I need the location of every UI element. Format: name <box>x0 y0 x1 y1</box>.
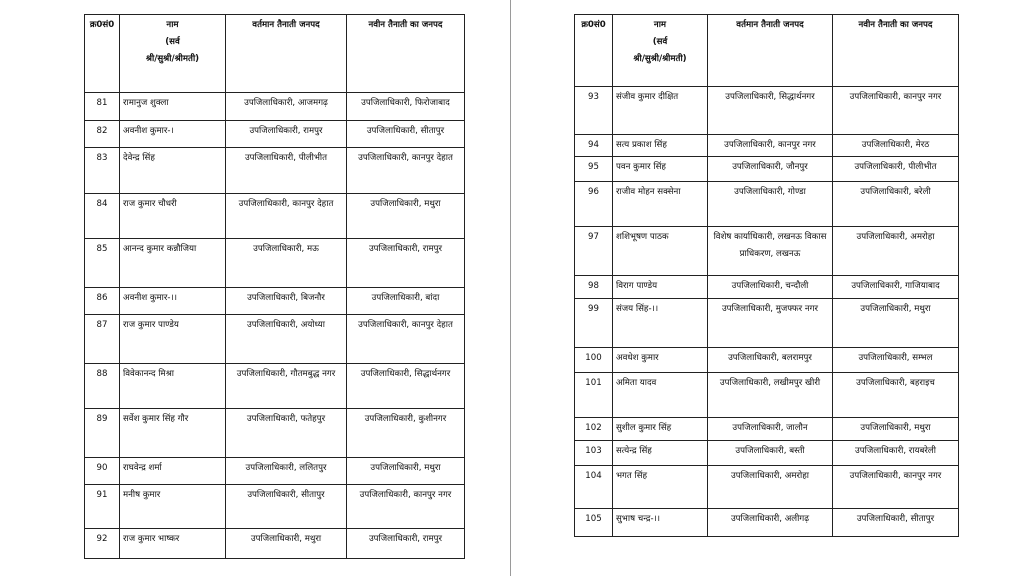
current-posting-cell: उपजिलाधिकारी, रामपुर <box>226 121 347 148</box>
new-posting-cell: उपजिलाधिकारी, रामपुर <box>347 239 465 288</box>
table-row <box>85 288 465 315</box>
table-row <box>85 194 465 239</box>
table-row <box>575 227 959 276</box>
header-current-posting: वर्तमान तैनाती जनपद <box>226 15 347 93</box>
current-posting-cell: उपजिलाधिकारी, बिजनौर <box>226 288 347 315</box>
current-posting-cell: उपजिलाधिकारी, जौनपुर <box>708 157 833 182</box>
new-posting-cell: उपजिलाधिकारी, मथुरा <box>833 418 959 441</box>
header-name <box>120 15 226 93</box>
serial-number-cell: 105 <box>575 509 613 537</box>
current-posting-cell: उपजिलाधिकारी, जालौन <box>708 418 833 441</box>
officer-name-cell: आनन्द कुमार कन्नौजिया <box>120 239 226 288</box>
table-row <box>575 509 959 537</box>
serial-number-cell: 99 <box>575 299 613 348</box>
header-new-posting: नवीन तैनाती का जनपद <box>347 15 465 93</box>
table-row <box>85 148 465 194</box>
new-posting-cell: उपजिलाधिकारी, मेरठ <box>833 135 959 157</box>
current-posting-cell: उपजिलाधिकारी, गोण्डा <box>708 182 833 227</box>
table-row <box>85 458 465 485</box>
header-name-label: नाम <box>653 20 667 30</box>
serial-number-cell: 87 <box>85 315 120 364</box>
officer-name-cell: सत्य प्रकाश सिंह <box>613 135 708 157</box>
serial-number-cell: 85 <box>85 239 120 288</box>
current-posting-cell: उपजिलाधिकारी, बलरामपुर <box>708 348 833 373</box>
header-name <box>613 15 708 87</box>
table-row <box>85 121 465 148</box>
new-posting-cell: उपजिलाधिकारी, कानपुर देहात <box>347 315 465 364</box>
officer-name-cell: अवनीश कुमार-।। <box>120 288 226 315</box>
current-posting-cell: उपजिलाधिकारी, अयोध्या <box>226 315 347 364</box>
officer-name-cell: शशिभूषण पाठक <box>613 227 708 276</box>
current-posting-cell: उपजिलाधिकारी, मथुरा <box>226 529 347 559</box>
serial-number-cell: 92 <box>85 529 120 559</box>
table-row <box>575 466 959 509</box>
table-row <box>85 315 465 364</box>
officer-name-cell: विवेकानन्द मिश्रा <box>120 364 226 409</box>
table-row <box>575 348 959 373</box>
current-posting-cell: उपजिलाधिकारी, मुजफ्फर नगर <box>708 299 833 348</box>
officer-name-cell: मनीष कुमार <box>120 485 226 529</box>
officer-name-cell: पवन कुमार सिंह <box>613 157 708 182</box>
officer-name-cell: सत्येन्द्र सिंह <box>613 441 708 466</box>
new-posting-cell: उपजिलाधिकारी, कुशीनगर <box>347 409 465 458</box>
serial-number-cell: 81 <box>85 93 120 121</box>
officer-name-cell: अवनीश कुमार-। <box>120 121 226 148</box>
table-row <box>85 364 465 409</box>
serial-number-cell: 91 <box>85 485 120 529</box>
new-posting-cell: उपजिलाधिकारी, कानपुर देहात <box>347 148 465 194</box>
serial-number-cell: 82 <box>85 121 120 148</box>
current-posting-cell: उपजिलाधिकारी, लखीमपुर खीरी <box>708 373 833 418</box>
new-posting-cell: उपजिलाधिकारी, सीतापुर <box>347 121 465 148</box>
header-current-posting: वर्तमान तैनाती जनपद <box>708 15 833 87</box>
table-row <box>575 418 959 441</box>
table-row <box>575 373 959 418</box>
current-posting-cell: उपजिलाधिकारी, गौतमबुद्ध नगर <box>226 364 347 409</box>
serial-number-cell: 95 <box>575 157 613 182</box>
header-name-label: नाम <box>166 20 179 30</box>
current-posting-cell: उपजिलाधिकारी, कानपुर नगर <box>708 135 833 157</box>
header-sno: क्र0सं0 <box>575 15 613 87</box>
table-row <box>85 409 465 458</box>
new-posting-cell: उपजिलाधिकारी, रायबरेली <box>833 441 959 466</box>
transfer-table-right <box>574 14 959 537</box>
officer-name-cell: राज कुमार पाण्डेय <box>120 315 226 364</box>
officer-name-cell: सुशील कुमार सिंह <box>613 418 708 441</box>
header-sno: क्र0सं0 <box>85 15 120 93</box>
transfer-table-left <box>84 14 465 559</box>
current-posting-cell: उपजिलाधिकारी, चन्दौली <box>708 276 833 299</box>
serial-number-cell: 83 <box>85 148 120 194</box>
serial-number-cell: 86 <box>85 288 120 315</box>
serial-number-cell: 89 <box>85 409 120 458</box>
new-posting-cell: उपजिलाधिकारी, अमरोहा <box>833 227 959 276</box>
officer-name-cell: संजय सिंह-।। <box>613 299 708 348</box>
current-posting-cell: उपजिलाधिकारी, कानपुर देहात <box>226 194 347 239</box>
new-posting-cell: उपजिलाधिकारी, मथुरा <box>347 194 465 239</box>
current-posting-cell: विशेष कार्याधिकारी, लखनऊ विकास प्राधिकरण, लखनऊ <box>708 227 833 276</box>
table-row <box>575 299 959 348</box>
current-posting-cell: उपजिलाधिकारी, फतेहपुर <box>226 409 347 458</box>
officer-name-cell: देवेन्द्र सिंह <box>120 148 226 194</box>
new-posting-cell: उपजिलाधिकारी, बांदा <box>347 288 465 315</box>
officer-name-cell: सर्वेश कुमार सिंह गौर <box>120 409 226 458</box>
new-posting-cell: उपजिलाधिकारी, गाजियाबाद <box>833 276 959 299</box>
table-row <box>575 276 959 299</box>
table-row <box>575 87 959 135</box>
table-row <box>85 485 465 529</box>
serial-number-cell: 100 <box>575 348 613 373</box>
current-posting-cell: उपजिलाधिकारी, पीलीभीत <box>226 148 347 194</box>
officer-name-cell: सुभाष चन्द्र-।। <box>613 509 708 537</box>
current-posting-cell: उपजिलाधिकारी, अलीगढ़ <box>708 509 833 537</box>
officer-name-cell: राज कुमार चौधरी <box>120 194 226 239</box>
serial-number-cell: 94 <box>575 135 613 157</box>
table-row <box>575 182 959 227</box>
header-name-sub1: (सर्व <box>165 37 180 47</box>
new-posting-cell: उपजिलाधिकारी, मथुरा <box>347 458 465 485</box>
page-divider <box>510 0 511 576</box>
new-posting-cell: उपजिलाधिकारी, बहराइच <box>833 373 959 418</box>
officer-name-cell: राघवेन्द्र शर्मा <box>120 458 226 485</box>
serial-number-cell: 96 <box>575 182 613 227</box>
officer-name-cell: विराग पाण्डेय <box>613 276 708 299</box>
new-posting-cell: उपजिलाधिकारी, फिरोजाबाद <box>347 93 465 121</box>
serial-number-cell: 90 <box>85 458 120 485</box>
serial-number-cell: 93 <box>575 87 613 135</box>
new-posting-cell: उपजिलाधिकारी, कानपुर नगर <box>347 485 465 529</box>
table-row <box>85 529 465 559</box>
current-posting-cell: उपजिलाधिकारी, मऊ <box>226 239 347 288</box>
new-posting-cell: उपजिलाधिकारी, बरेली <box>833 182 959 227</box>
header-name-sub1: (सर्व <box>652 37 668 47</box>
serial-number-cell: 88 <box>85 364 120 409</box>
serial-number-cell: 97 <box>575 227 613 276</box>
current-posting-cell: उपजिलाधिकारी, ललितपुर <box>226 458 347 485</box>
new-posting-cell: उपजिलाधिकारी, रामपुर <box>347 529 465 559</box>
table-row <box>85 239 465 288</box>
serial-number-cell: 84 <box>85 194 120 239</box>
current-posting-cell: उपजिलाधिकारी, सिद्धार्थनगर <box>708 87 833 135</box>
new-posting-cell: उपजिलाधिकारी, कानपुर नगर <box>833 466 959 509</box>
officer-name-cell: राजीव मोहन सक्सेना <box>613 182 708 227</box>
officer-name-cell: अमिता यादव <box>613 373 708 418</box>
new-posting-cell: उपजिलाधिकारी, सीतापुर <box>833 509 959 537</box>
officer-name-cell: भगत सिंह <box>613 466 708 509</box>
new-posting-cell: उपजिलाधिकारी, सम्भल <box>833 348 959 373</box>
officer-name-cell: राज कुमार भाष्कर <box>120 529 226 559</box>
new-posting-cell: उपजिलाधिकारी, कानपुर नगर <box>833 87 959 135</box>
header-name-sub2: श्री/सुश्री/श्रीमती) <box>633 54 687 64</box>
serial-number-cell: 102 <box>575 418 613 441</box>
header-name-sub2: श्री/सुश्री/श्रीमती) <box>145 54 200 64</box>
new-posting-cell: उपजिलाधिकारी, पीलीभीत <box>833 157 959 182</box>
officer-name-cell: संजीव कुमार दीक्षित <box>613 87 708 135</box>
current-posting-cell: उपजिलाधिकारी, बस्ती <box>708 441 833 466</box>
table-header-row <box>85 15 465 93</box>
table-header-row <box>575 15 959 87</box>
header-new-posting: नवीन तैनाती का जनपद <box>833 15 959 87</box>
serial-number-cell: 104 <box>575 466 613 509</box>
table-row <box>575 157 959 182</box>
serial-number-cell: 101 <box>575 373 613 418</box>
new-posting-cell: उपजिलाधिकारी, मथुरा <box>833 299 959 348</box>
serial-number-cell: 103 <box>575 441 613 466</box>
table-row <box>85 93 465 121</box>
table-row <box>575 441 959 466</box>
officer-name-cell: अवधेश कुमार <box>613 348 708 373</box>
officer-name-cell: रामानुज शुक्ला <box>120 93 226 121</box>
new-posting-cell: उपजिलाधिकारी, सिद्धार्थनगर <box>347 364 465 409</box>
table-row <box>575 135 959 157</box>
serial-number-cell: 98 <box>575 276 613 299</box>
current-posting-cell: उपजिलाधिकारी, अमरोहा <box>708 466 833 509</box>
current-posting-cell: उपजिलाधिकारी, सीतापुर <box>226 485 347 529</box>
current-posting-cell: उपजिलाधिकारी, आजमगढ़ <box>226 93 347 121</box>
